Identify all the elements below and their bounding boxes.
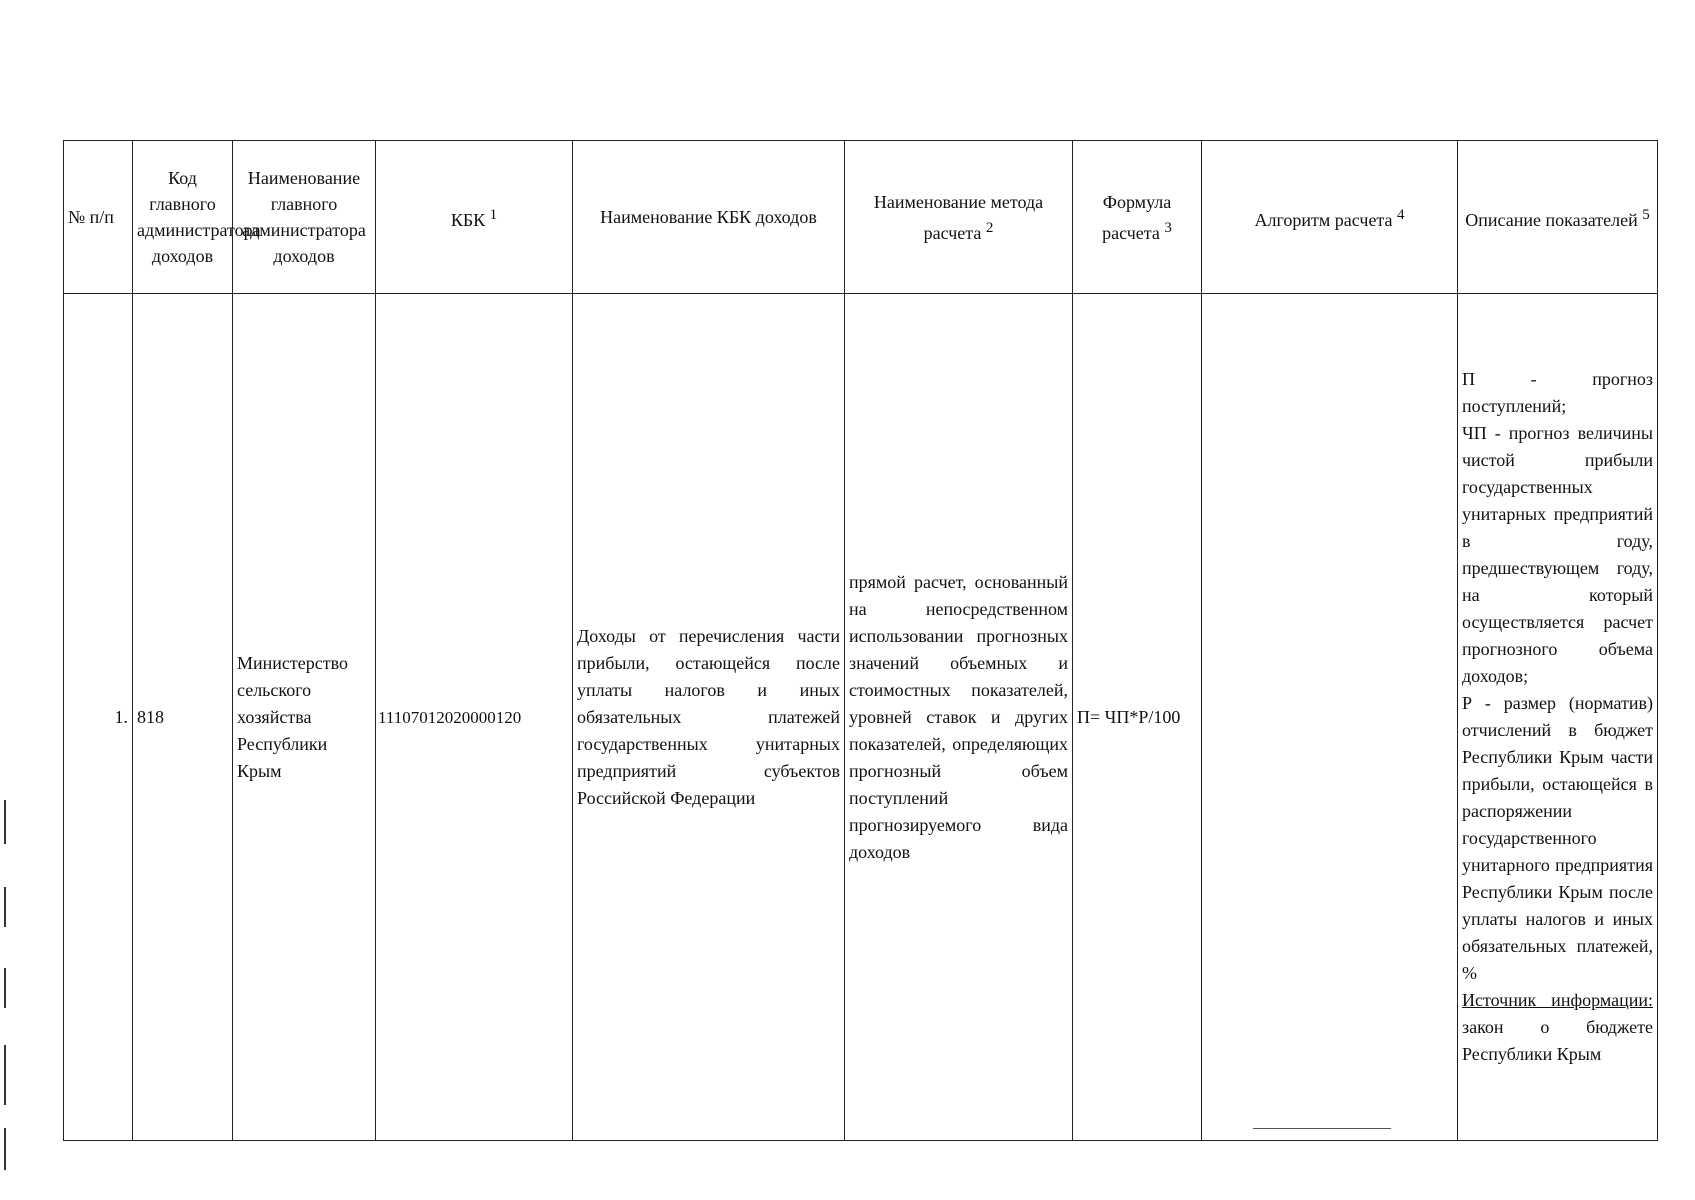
footnote-3: 3 bbox=[1164, 219, 1172, 236]
cell-indicators bbox=[1458, 294, 1658, 1141]
header-kbk-name: Наименование КБК доходов bbox=[573, 141, 845, 294]
table-row bbox=[64, 294, 1658, 1141]
header-method: Наименование метода расчета $^2$ bbox=[845, 141, 1073, 294]
cell-formula: П= ЧП*Р/100 bbox=[1073, 294, 1202, 1141]
header-algorithm: Алгоритм расчета $^4$ bbox=[1202, 141, 1458, 294]
algorithm-underline bbox=[1253, 1128, 1391, 1129]
source-label: Источник информации: bbox=[1462, 990, 1653, 1010]
cell-admin-name: Министерство сельского хозяйства Республики Крым bbox=[233, 294, 376, 1141]
scan-edge-mark bbox=[4, 800, 6, 844]
indicator-r: Р - размер (норматив) отчислений в бюджет Республики Крым части прибыли, остающейся в распоряжении государственного унитарного предприятия Республики Крым после уплаты налогов и иных обязательных платежей, % bbox=[1462, 693, 1653, 983]
scan-edge-mark bbox=[4, 1128, 6, 1170]
revenue-methodology-table bbox=[63, 140, 1658, 1141]
cell-kbk: 11107012020000120 bbox=[376, 294, 573, 1141]
header-num: № п/п bbox=[64, 141, 133, 294]
indicator-p: П - прогноз поступлений; bbox=[1462, 369, 1653, 416]
cell-admin-code: 818 bbox=[133, 294, 233, 1141]
footnote-4: 4 bbox=[1397, 206, 1405, 223]
scan-edge-mark bbox=[4, 968, 6, 1008]
footnote-5: 5 bbox=[1642, 206, 1650, 223]
header-row bbox=[64, 141, 1658, 294]
cell-kbk-name: Доходы от перечисления части прибыли, остающейся после уплаты налогов и иных обязательных платежей государственных унитарных предприятий субъектов Российской Федерации bbox=[573, 294, 845, 1141]
cell-algorithm bbox=[1202, 294, 1458, 1141]
header-indicators: Описание показателей $^5$ bbox=[1458, 141, 1658, 294]
cell-num: 1. bbox=[64, 294, 133, 1141]
header-kbk: КБК $^1$ bbox=[376, 141, 573, 294]
header-admin-name: Наименование главного администратора доходов bbox=[233, 141, 376, 294]
header-admin-code: Код главного администратора доходов bbox=[133, 141, 233, 294]
scan-edge-mark bbox=[4, 1045, 6, 1105]
cell-method: прямой расчет, основанный на непосредственном использовании прогнозных значений объемных и стоимостных показателей, уровней ставок и других показателей, определяющих прогнозный объем поступлений прогнозируемого вида доходов bbox=[845, 294, 1073, 1141]
source-text: закон о бюджете Республики Крым bbox=[1462, 1017, 1653, 1064]
footnote-1: 1 bbox=[489, 206, 498, 223]
footnote-2: 2 bbox=[985, 219, 994, 236]
scan-edge-mark bbox=[4, 887, 6, 927]
indicator-chp: ЧП - прогноз величины чистой прибыли государственных унитарных предприятий в году, предшествующем году, на который осуществляется расчет прогнозного объема доходов; bbox=[1462, 423, 1653, 686]
header-formula: Формула расчета $^3$ bbox=[1073, 141, 1202, 294]
